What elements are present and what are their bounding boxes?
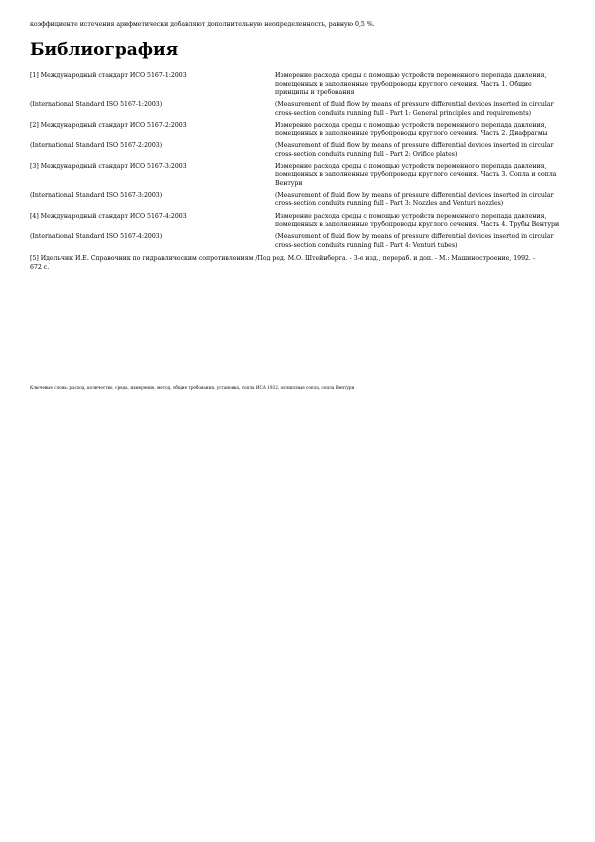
entry-title: Измерение расхода среды с помощью устройств переменного перепада давления, помещенных в заполненные трубопроводы круглого сечения. Часть 4. Трубы Вентури <box>275 212 560 229</box>
bibliography-heading: Библиография <box>30 40 179 60</box>
entry-title: (Measurement of fluid flow by means of pressure differential devices inserted in circular cross-section conduits running full - Part 4: Venturi tubes) <box>275 233 554 249</box>
entry-title: (Measurement of fluid flow by means of pressure differential devices inserted in circular cross-section conduits running full - Part 2: Orifice plates) <box>275 142 554 158</box>
entry-reference: [3] Международный стандарт ИСО 5167-3:2003 <box>30 162 187 170</box>
entry-reference: (International Standard ISO 5167-2:2003) <box>30 142 163 150</box>
bibliography-entry <box>30 122 566 139</box>
entry-reference: (International Standard ISO 5167-4:2003) <box>30 233 163 241</box>
entry-reference: (International Standard ISO 5167-1:2003) <box>30 101 163 109</box>
entry-reference: (International Standard ISO 5167-3:2003) <box>30 191 163 199</box>
entry-reference: [2] Международный стандарт ИСО 5167-2:2003 <box>30 121 187 129</box>
bibliography-entry <box>30 213 566 230</box>
bibliography-entry <box>30 233 566 250</box>
entry-reference: [4] Международный стандарт ИСО 5167-4:2003 <box>30 212 187 220</box>
bibliography-entry <box>30 163 566 189</box>
lead-paragraph: коэффициенте истечения арифметически добавляют дополнительную неопределенность, равную 0,5 %. <box>30 21 375 28</box>
bibliography-entry <box>30 72 566 98</box>
bibliography-entry <box>30 101 566 118</box>
bibliography-entry-5: [5] Идельчик И.Е. Справочник по гидравлическим сопротивлениям /Под ред. М.О. Штейнберга. - 3-е изд., перераб. и доп. - М.: Машиностроение, 1992. - 672 с. <box>30 254 535 271</box>
entry-title: (Measurement of fluid flow by means of pressure differential devices inserted in circular cross-section conduits running full - Part 1: General principles and requirements) <box>275 101 554 117</box>
bibliography-entry <box>30 142 566 159</box>
entry-title: Измерение расхода среды с помощью устройств переменного перепада давления, помещенных в заполненные трубопроводы круглого сечения. Часть 3. Сопла и сопла Вентури <box>275 162 557 187</box>
entry-title: Измерение расхода среды с помощью устройств переменного перепада давления, помещенных в заполненные трубопроводы круглого сечения. Часть 2. Диафрагмы <box>275 121 548 138</box>
bibliography-list <box>30 72 566 272</box>
entry-title: Измерение расхода среды с помощью устройств переменного перепада давления, помещенных в заполненные трубопроводы круглого сечения. Часть 1. Общие принципы и требования <box>275 72 547 96</box>
keywords-line: Ключевые слова: расход, количество, среда, измерение, метод, общие требования, установка, сопла ИСА 1932, эллипсные сопла, сопла Вентури <box>30 385 355 390</box>
bibliography-entry <box>30 192 566 209</box>
entry-reference: [1] Международный стандарт ИСО 5167-1:2003 <box>30 72 187 79</box>
entry-title: (Measurement of fluid flow by means of pressure differential devices inserted in circular cross-section conduits running full - Part 3: Nozzles and Venturi nozzles) <box>275 191 554 208</box>
